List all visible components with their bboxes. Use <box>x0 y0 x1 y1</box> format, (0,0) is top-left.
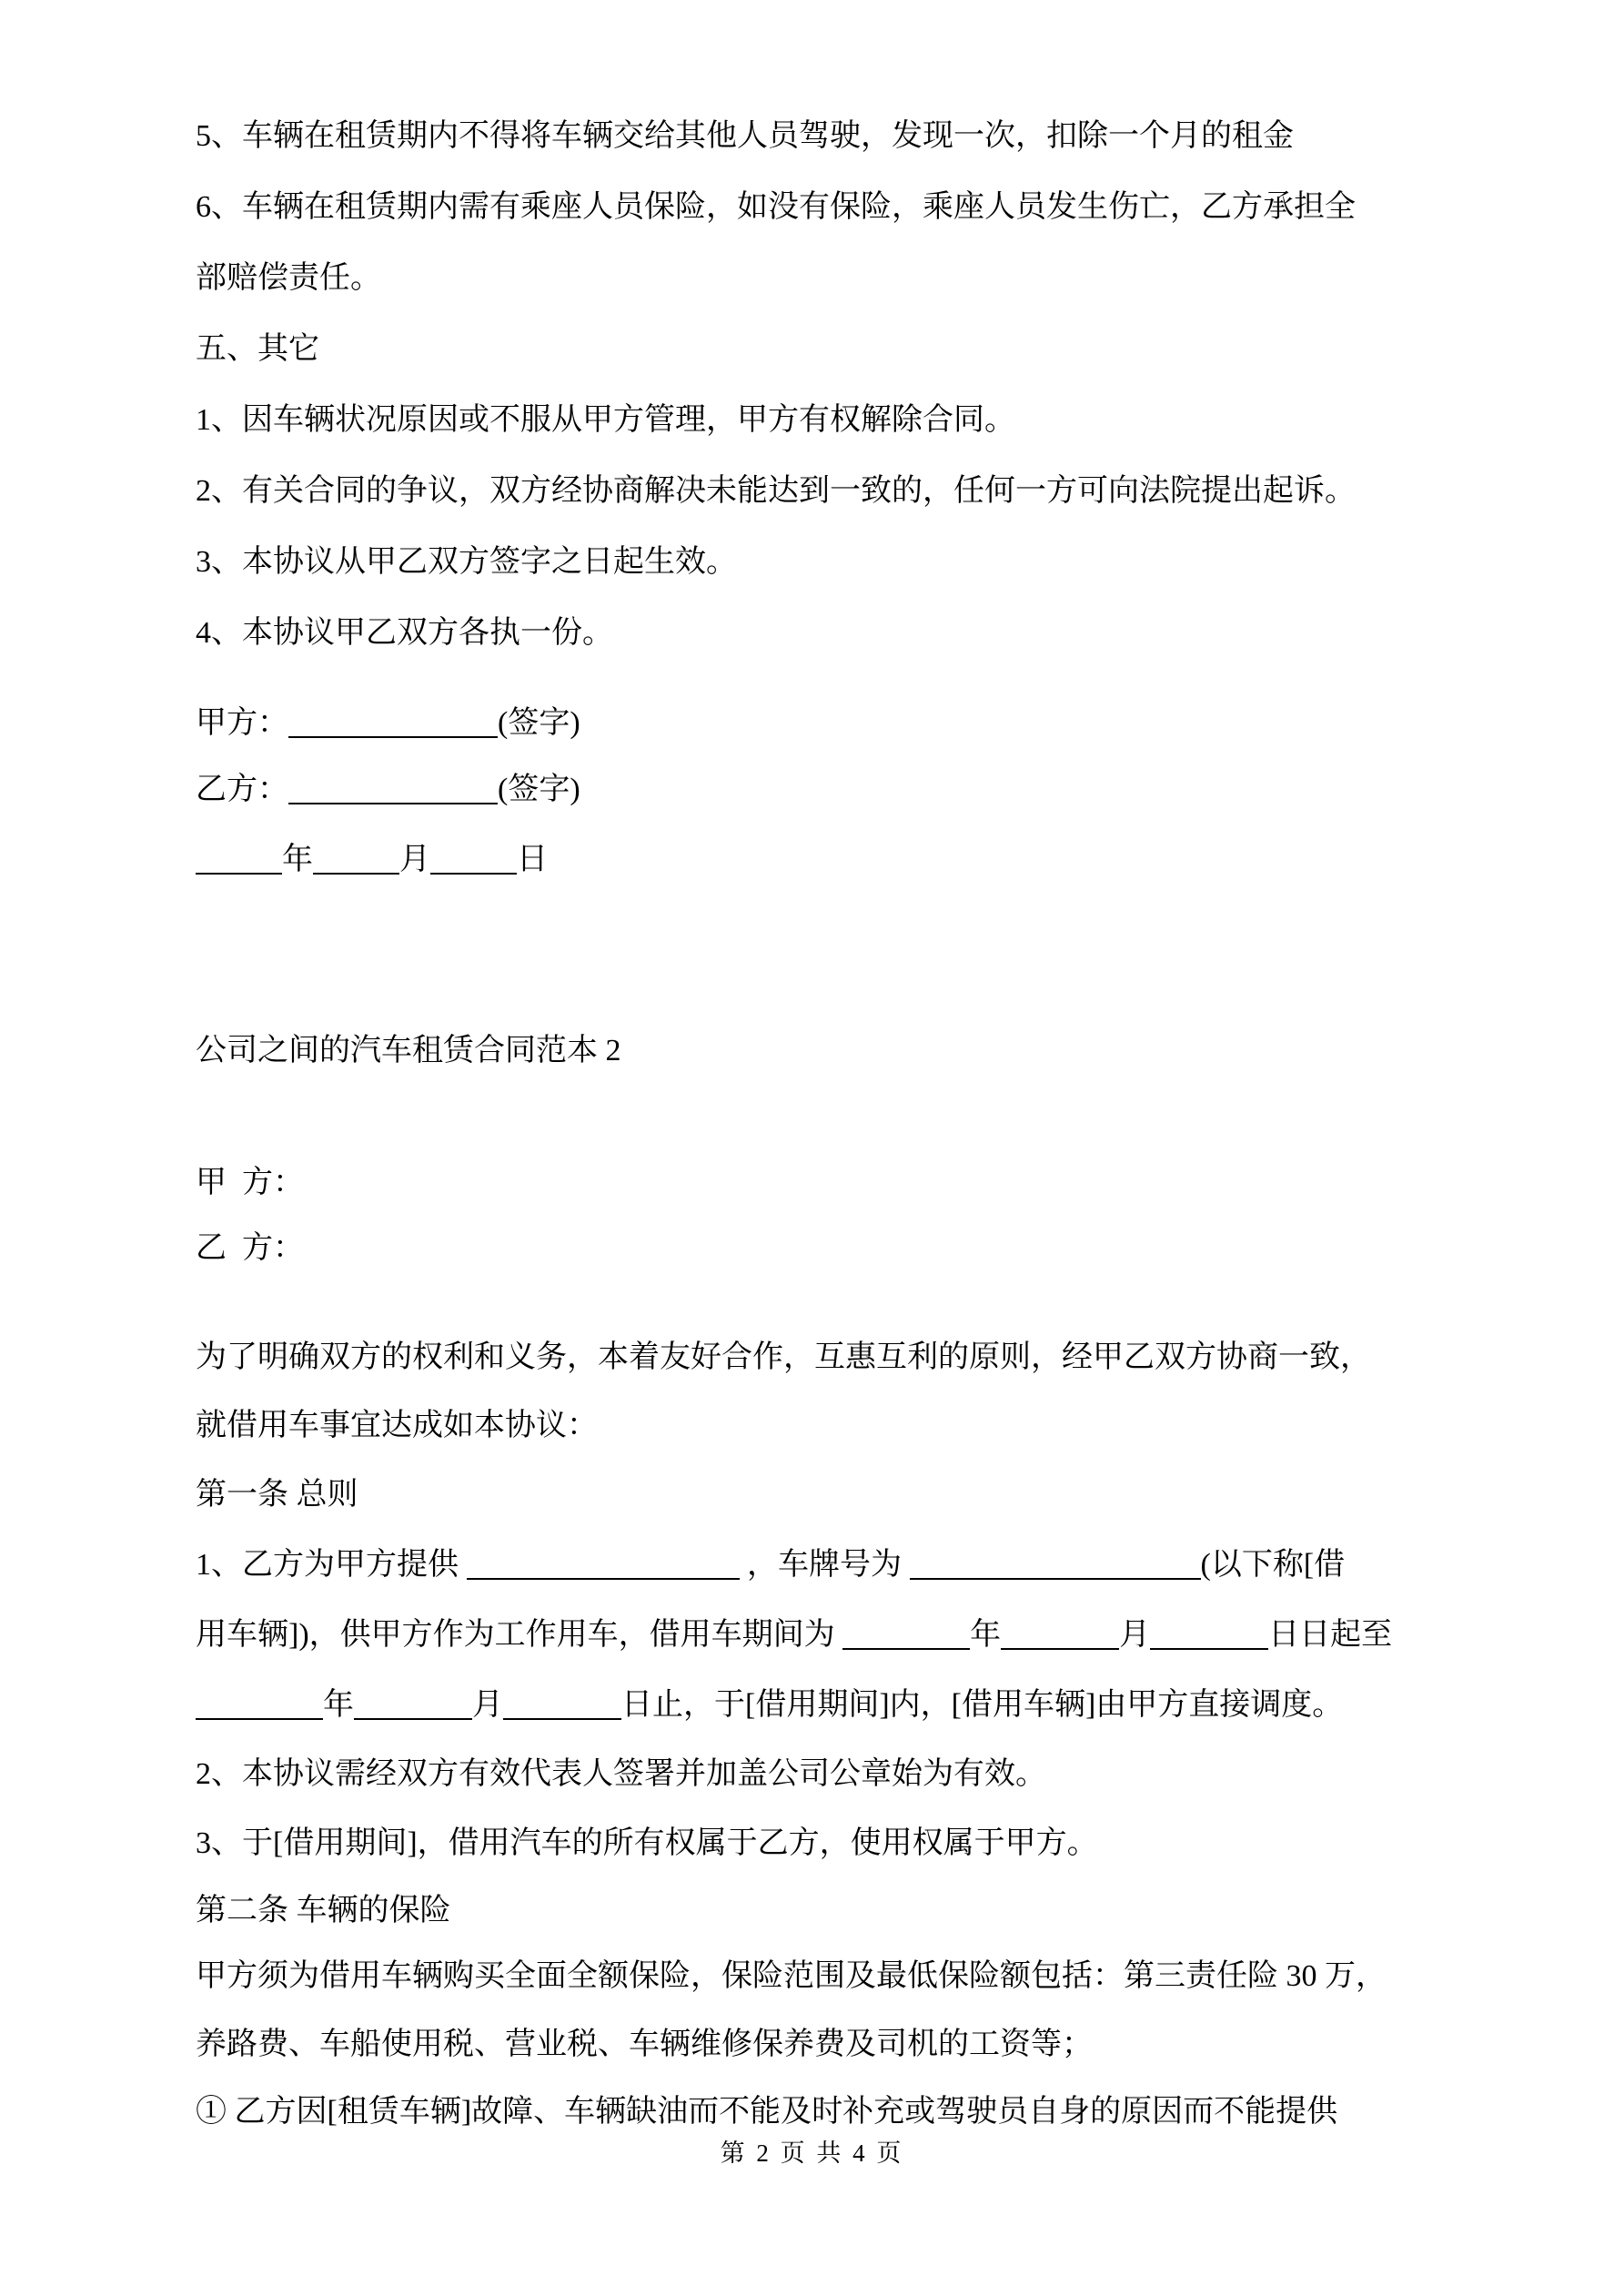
text-segment: 第一条 总则 <box>196 1478 358 1512</box>
blank-field <box>430 872 517 875</box>
article1-clause2 <box>196 1741 1501 1808</box>
text-segment: 就借用车事宜达成如本协议： <box>196 1409 598 1442</box>
article-2-heading <box>196 1877 1501 1945</box>
text-segment: (以下称[借 <box>1200 1548 1346 1582</box>
section-5-heading <box>196 316 1501 383</box>
clause-5-line <box>196 103 1501 170</box>
text-segment: 乙 方： <box>196 1231 304 1265</box>
text-segment: 年 <box>282 843 313 876</box>
text-segment: 3、本协议从甲乙双方签字之日起生效。 <box>196 545 737 579</box>
contract-2-title <box>196 1017 1501 1085</box>
text-segment: 甲方须为借用车辆购买全面全额保险，保险范围及最低保险额包括：第三责任险 30 万， <box>196 1959 1387 1993</box>
other-clause-2 <box>196 458 1501 525</box>
text-segment: 用车辆])，供甲方作为工作用车，借用车期间为 <box>196 1618 843 1652</box>
text-segment: 甲 方： <box>196 1166 304 1199</box>
blank-field <box>313 872 399 875</box>
text-segment: 日 <box>517 843 548 876</box>
article2-body-line1 <box>196 1943 1501 2010</box>
text-segment: 4、本协议甲乙双方各执一份。 <box>196 616 613 650</box>
blank-field <box>288 735 498 738</box>
blank-field <box>910 1577 1201 1580</box>
preamble-line-2 <box>196 1392 1501 1460</box>
other-clause-3 <box>196 529 1501 596</box>
blank-field <box>1001 1647 1119 1650</box>
article-1-heading <box>196 1462 1501 1529</box>
party-b-label <box>196 1215 1501 1282</box>
party-b-signature-line <box>196 756 1501 824</box>
blank-field <box>196 1717 323 1720</box>
blank-field <box>354 1717 472 1720</box>
blank-field <box>467 1577 740 1580</box>
text-segment: (签字) <box>498 706 580 740</box>
clause-6-continuation <box>196 245 1501 312</box>
text-segment: 2、有关合同的争议，双方经协商解决未能达到一致的，任何一方可向法院提出起诉。 <box>196 474 1356 508</box>
text-segment: 1、乙方为甲方提供 <box>196 1548 467 1582</box>
party-a-label <box>196 1149 1501 1217</box>
blank-field <box>1150 1647 1268 1650</box>
article2-body-line2 <box>196 2011 1501 2079</box>
blank-field <box>842 1647 970 1650</box>
text-segment: 月 <box>399 843 430 876</box>
other-clause-4 <box>196 600 1501 667</box>
text-segment: 五、其它 <box>196 332 319 366</box>
other-clause-1 <box>196 387 1501 454</box>
text-segment: 乙方： <box>196 773 288 806</box>
blank-field <box>503 1717 621 1720</box>
text-segment: ① 乙方因[租赁车辆]故障、车辆缺油而不能及时补充或驾驶员自身的原因而不能提供 <box>196 2095 1338 2129</box>
text-segment: 甲方： <box>196 706 288 740</box>
text-segment: (签字) <box>498 773 580 806</box>
text-segment: 月 <box>472 1688 503 1722</box>
text-segment: 部赔偿责任。 <box>196 261 381 295</box>
text-segment: ，车牌号为 <box>739 1548 910 1582</box>
text-segment: 日日起至 <box>1268 1618 1393 1652</box>
text-segment: 2、本协议需经双方有效代表人签署并加盖公司公章始为有效。 <box>196 1757 1046 1791</box>
text-segment: 日止，于[借用期间]内，[借用车辆]由甲方直接调度。 <box>621 1688 1344 1722</box>
text-segment: 年 <box>323 1688 354 1722</box>
clause-6-line <box>196 174 1501 241</box>
preamble-line-1 <box>196 1324 1501 1391</box>
text-segment: 公司之间的汽车租赁合同范本 2 <box>196 1034 621 1067</box>
text-segment: 养路费、车船使用税、营业税、车辆维修保养费及司机的工资等； <box>196 2028 1093 2061</box>
text-segment: 第二条 车辆的保险 <box>196 1894 451 1927</box>
page-footer: 第 2 页 共 4 页 <box>720 2139 904 2167</box>
party-a-signature-line <box>196 690 1501 757</box>
article1-clause1-line3 <box>196 1672 1501 1739</box>
article1-clause1-line2 <box>196 1602 1501 1669</box>
date-line <box>196 826 1501 894</box>
text-segment: 6、车辆在租赁期内需有乘座人员保险，如没有保险，乘座人员发生伤亡，乙方承担全 <box>196 190 1356 224</box>
article1-clause3 <box>196 1810 1501 1877</box>
text-segment: 为了明确双方的权利和义务，本着友好合作，互惠互利的原则，经甲乙双方协商一致， <box>196 1340 1371 1374</box>
text-segment: 5、车辆在租赁期内不得将车辆交给其他人员驾驶，发现一次，扣除一个月的租金 <box>196 119 1294 153</box>
article1-clause1-line1 <box>196 1532 1501 1599</box>
blank-field <box>288 802 498 804</box>
text-segment: 月 <box>1119 1618 1151 1652</box>
text-segment: 1、因车辆状况原因或不服从甲方管理，甲方有权解除合同。 <box>196 403 1015 437</box>
text-segment: 3、于[借用期间]，借用汽车的所有权属于乙方，使用权属于甲方。 <box>196 1826 1098 1860</box>
text-segment: 年 <box>970 1618 1002 1652</box>
blank-field <box>196 872 282 875</box>
